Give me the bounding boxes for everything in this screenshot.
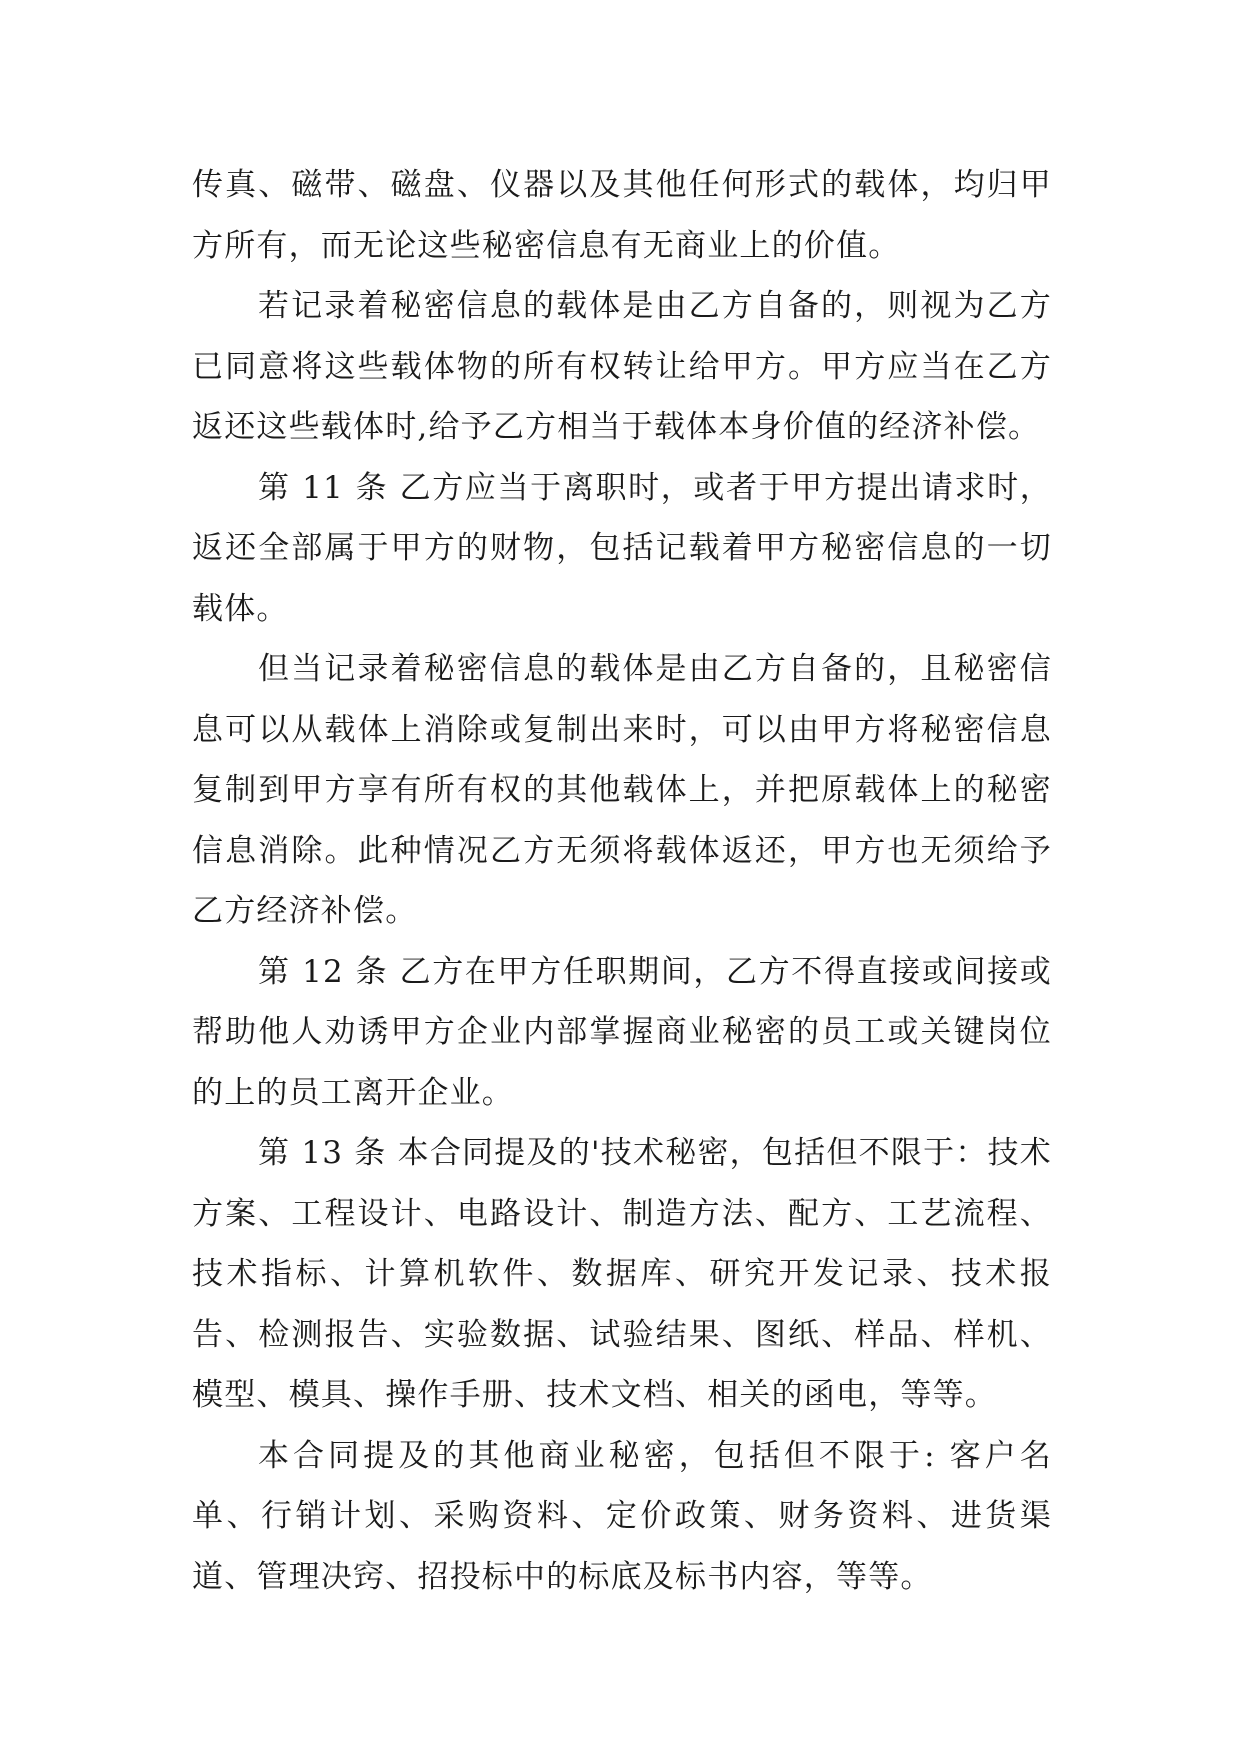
paragraph-self-provided-carrier: 若记录着秘密信息的载体是由乙方自备的，则视为乙方已同意将这些载体物的所有权转让给甲方。甲方应当在乙方返还这些载体时,给予乙方相当于载体本身价值的经济补偿。: [192, 288, 1052, 445]
article-12: 第 12 条 乙方在甲方任职期间，乙方不得直接或间接或帮助他人劝诱甲方企业内部掌握商业秘密的员工或关键岗位的上的员工离开企业。: [192, 953, 1052, 1111]
document-page: [192, 155, 1052, 1607]
paragraph-carrier-exception: 但当记录着秘密信息的载体是由乙方自备的，且秘密信息可以从载体上消除或复制出来时，可以由甲方将秘密信息复制到甲方享有所有权的其他载体上，并把原载体上的秘密信息消除。此种情况乙方无须将载体返还，甲方也无须给予乙方经济补偿。: [192, 651, 1052, 929]
article-13: 第 13 条 本合同提及的'技术秘密，包括但不限于：技术方案、工程设计、电路设计、制造方法、配方、工艺流程、技术指标、计算机软件、数据库、研究开发记录、技术报告、检测报告、实验数据、试验结果、图纸、样品、样机、模型、模具、操作手册、技术文档、相关的函电，等等。: [192, 1135, 1052, 1413]
paragraph-other-trade-secrets: 本合同提及的其他商业秘密，包括但不限于: 客户名单、行销计划、采购资料、定价政策、财务资料、进货渠道、管理决窍、招投标中的标底及标书内容，等等。: [192, 1437, 1052, 1595]
article-11: 第 11 条 乙方应当于离职时，或者于甲方提出请求时，返还全部属于甲方的财物，包括记载着甲方秘密信息的一切载体。: [192, 469, 1052, 627]
paragraph-continuation: 传真、磁带、磁盘、仪器以及其他任何形式的载体，均归甲方所有，而无论这些秘密信息有无商业上的价值。: [192, 167, 1052, 264]
